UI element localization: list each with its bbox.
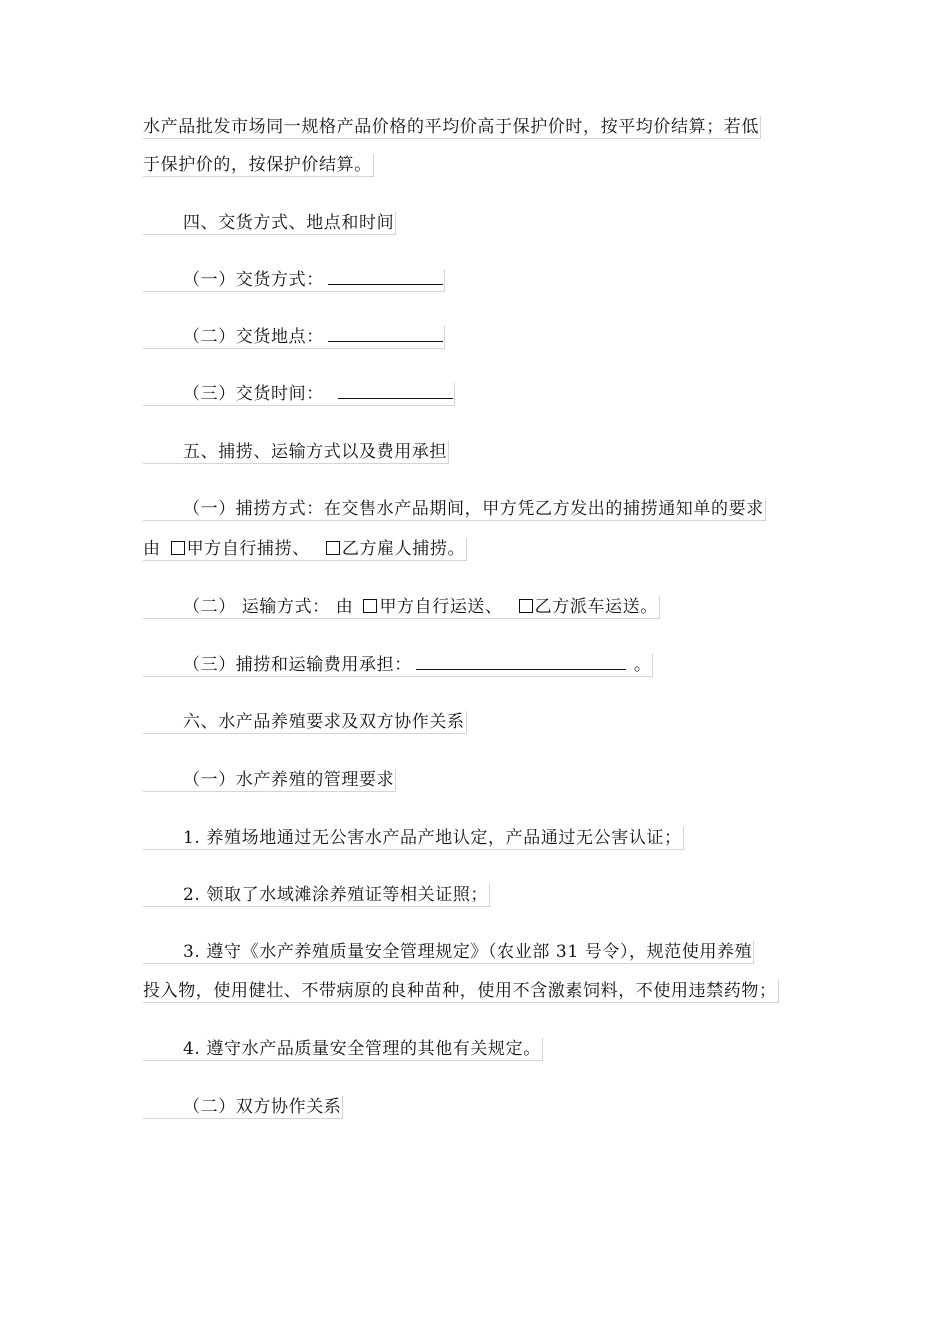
blank-field xyxy=(416,654,626,670)
field-label: （二）交货地点： xyxy=(183,327,324,347)
text-prefix: 由 xyxy=(143,539,161,559)
section-heading: 六、水产品养殖要求及双方协作关系 xyxy=(143,711,467,734)
blank-field xyxy=(338,383,453,399)
section-heading: 五、捕捞、运输方式以及费用承担 xyxy=(143,441,449,464)
paragraph-line xyxy=(143,596,660,619)
field-label: （一）交货方式： xyxy=(183,270,324,290)
list-item: 1. 养殖场地通过无公害水产品产地认定，产品通过无公害认证； xyxy=(143,827,684,850)
field-label: （三）捕捞和运输费用承担： xyxy=(183,655,412,675)
subsection-heading: （一）水产养殖的管理要求 xyxy=(143,769,396,792)
field-label: （三）交货时间： xyxy=(183,384,324,404)
subsection-heading: （二）双方协作关系 xyxy=(143,1096,343,1119)
checkbox-icon xyxy=(171,541,185,555)
checkbox-icon xyxy=(326,541,340,555)
paragraph-line: （一）捕捞方式：在交售水产品期间，甲方凭乙方发出的捕捞通知单的要求 xyxy=(143,498,766,521)
form-line-delivery-time xyxy=(143,383,455,406)
option-label: 甲方自行捕捞、 xyxy=(186,539,310,559)
list-item: 3. 遵守《水产养殖质量安全管理规定》（农业部 31 号令），规范使用养殖 xyxy=(143,941,754,964)
option-label: 甲方自行运送、 xyxy=(379,597,503,617)
blank-field xyxy=(328,326,443,342)
checkbox-icon xyxy=(363,599,377,613)
paragraph-line: 于保护价的，按保护价结算。 xyxy=(143,155,372,175)
option-label: 乙方雇人捕捞。 xyxy=(341,539,466,559)
list-item: 2. 领取了水域滩涂养殖证等相关证照； xyxy=(143,884,490,907)
form-line-cost-bearing xyxy=(143,654,653,677)
checkbox-icon xyxy=(519,599,533,613)
list-item-continuation: 投入物，使用健壮、不带病原的良种苗种，使用不含激素饲料，不使用违禁药物； xyxy=(143,981,777,1001)
paragraph-line xyxy=(143,538,467,561)
blank-field xyxy=(328,269,443,285)
form-line-delivery-method xyxy=(143,269,445,292)
paragraph-line: 水产品批发市场同一规格产品价格的平均价高于保护价时，按平均价结算；若低 xyxy=(143,117,759,137)
section-heading: 四、交货方式、地点和时间 xyxy=(143,212,396,235)
list-item: 4. 遵守水产品质量安全管理的其他有关规定。 xyxy=(143,1038,543,1061)
text-suffix: 。 xyxy=(633,655,652,675)
option-label: 乙方派车运送。 xyxy=(534,597,658,617)
text-prefix: （二） 运输方式： 由 xyxy=(183,597,354,617)
form-line-delivery-location xyxy=(143,326,445,349)
